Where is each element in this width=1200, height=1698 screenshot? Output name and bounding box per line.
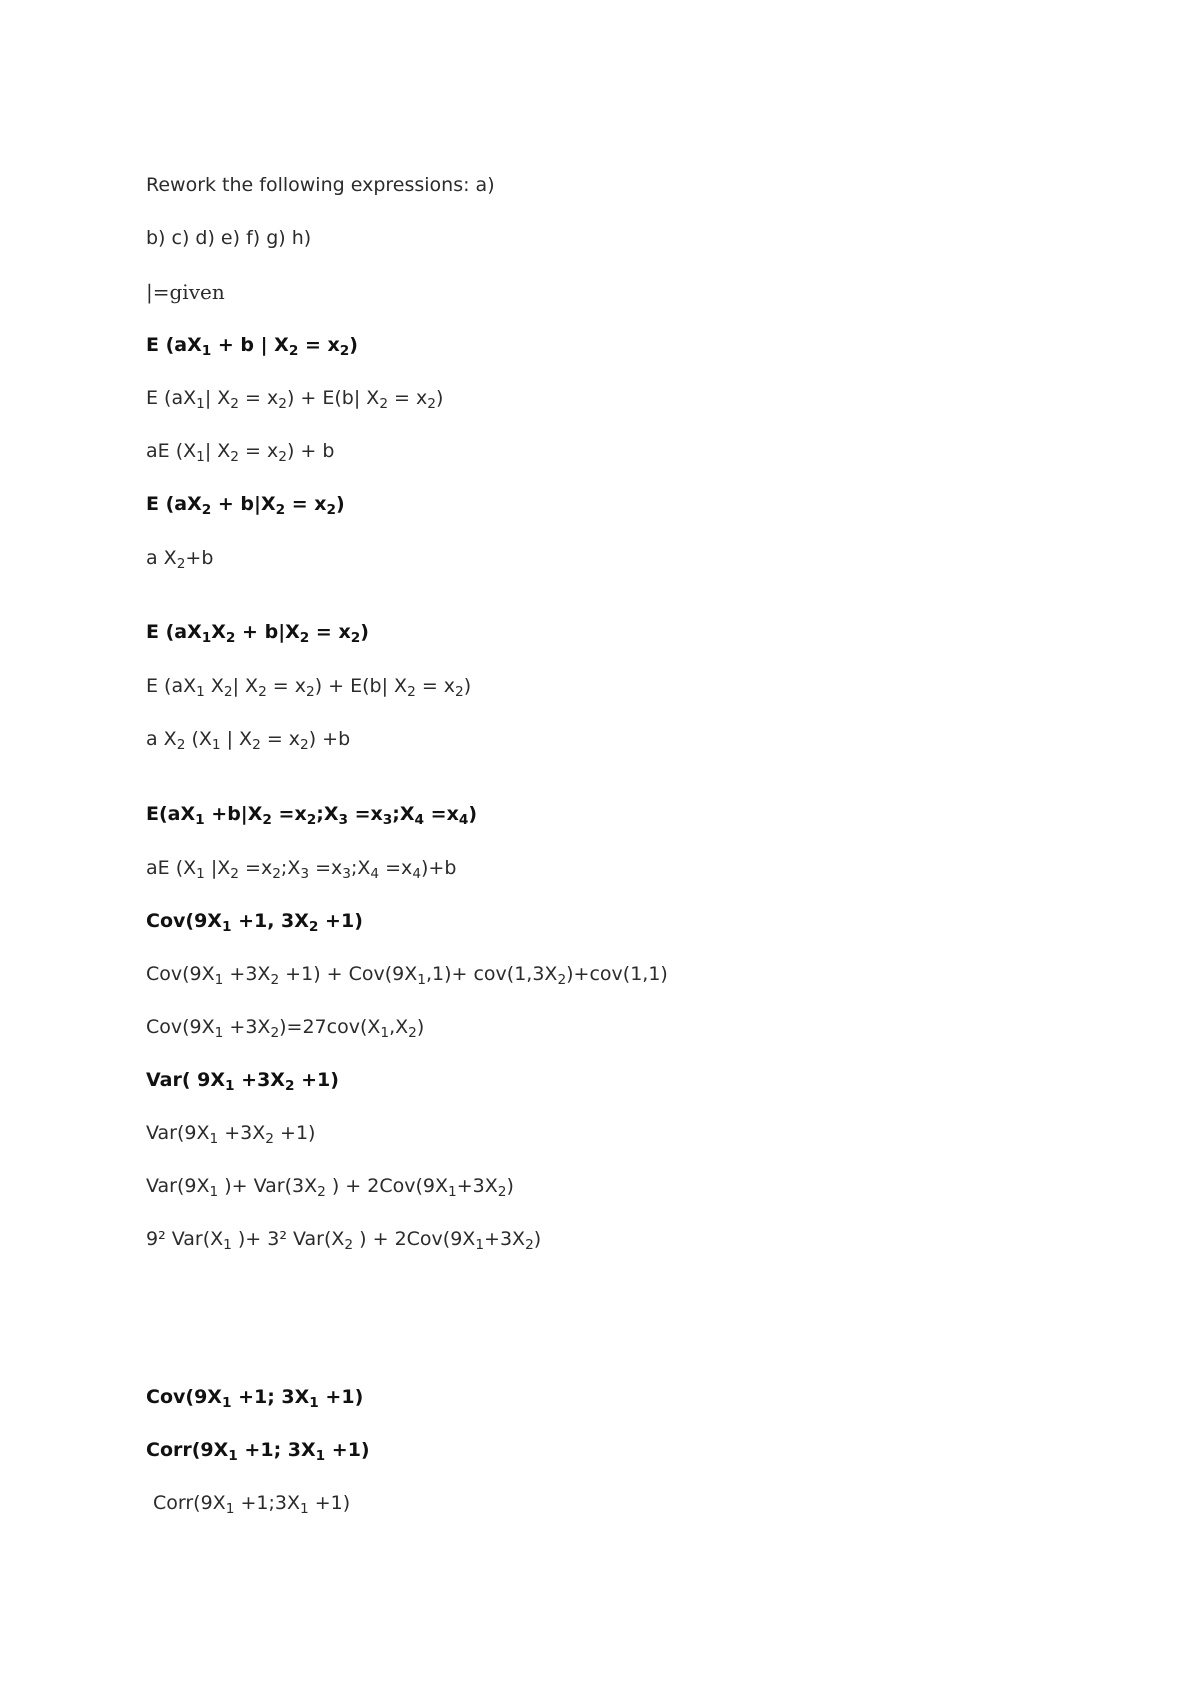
expression-b-step-1	[146, 546, 213, 570]
expression-f-heading	[146, 1068, 339, 1092]
expression-g-heading	[146, 1385, 363, 1409]
expression-c-step-1	[146, 674, 471, 698]
expression-e-step-1-text: $Cov(9X_1 +3X_2 +1) + Cov(9X_1,1)+ cov(1,3X_2)+cov(1,1)$	[146, 963, 668, 988]
expression-h-heading	[146, 1438, 370, 1462]
expression-a-step-2-text: aE ($X_1|$ $X_2 = x_2) + b$	[146, 440, 335, 465]
expression-a-text: E ($aX_1 + b$ | $X_2 = x_2$)	[146, 334, 358, 359]
expression-c-step-2	[146, 727, 350, 751]
expression-f-step-3	[146, 1227, 541, 1251]
expression-c-text: E $(aX_1X_2 + b|X_2 = x_2)$	[146, 621, 369, 646]
given-text: |=given	[146, 280, 225, 304]
expression-g-text: $Cov(9X_1 +1$; $3X_1 +1$)	[146, 1386, 364, 1411]
expression-c-step-2-text: a $X_2$ ($X_1$ | $X_2 = x_2) +b$	[146, 728, 351, 753]
expression-e-step-2-text: $Cov(9X_1 +3X_2)=27cov(X_1,X_2)$	[146, 1016, 425, 1041]
expression-b-text: E $(aX_2 + b|X_2 = x_2)$	[146, 493, 345, 518]
expression-d-text: $E(aX_1 +b|X_2$ $=x_2;X_3$ $=x_3;X_4 =x_4$)	[146, 803, 478, 828]
expression-f-step-1-text: $Var(9X_1 +3X_2 +1)$	[146, 1122, 316, 1147]
expression-a-step-1-text: E ($aX_1|$ $X_2 = x_2) + E(b|$ $X_2 = x_2$)	[146, 387, 444, 412]
expression-d-step-1-text: aE ($X_1$ $|X_2$ $=x_2;X_3$ $=x_3;X_4 =x_4)+b$	[146, 857, 457, 882]
expression-d-step-1	[146, 856, 456, 880]
expression-b-step-1-text: a $X_2+b$	[146, 547, 214, 572]
expression-h-step-1-text: $Corr(9X_1$ $+1;3X_1 +1$)	[153, 1492, 351, 1517]
parts-line	[146, 226, 311, 250]
expression-f-step-2-text: $Var(9X_1$ )+ $Var(3X_2$ ) + $2Cov(9X_1+3X_2)$	[146, 1175, 514, 1200]
expression-e-text: $Cov(9X_1 +1$, $3X_2 +1$)	[146, 910, 363, 935]
intro-text: Rework the following expressions: a)	[146, 174, 495, 196]
expression-f-step-2	[146, 1174, 514, 1198]
expression-a-heading	[146, 333, 358, 357]
expression-a-step-2	[146, 439, 334, 463]
expression-e-heading	[146, 909, 363, 933]
expression-d-heading	[146, 802, 477, 826]
expression-f-step-3-text: 9² $Var(X_1$ )+ 3² $Var(X_2$ ) + $2Cov(9X_1+3X_2)$	[146, 1228, 542, 1253]
parts-text: b) c) d) e) f) g) h)	[146, 227, 312, 249]
expression-h-step-1	[153, 1491, 350, 1515]
expression-c-step-1-text: E ($aX_1$ $X_2|$ $X_2 = x_2) + E(b|$ $X_2 = x_2$)	[146, 675, 472, 700]
expression-a-step-1	[146, 386, 443, 410]
expression-c-heading	[146, 620, 369, 644]
intro-line	[146, 173, 495, 197]
expression-e-step-1	[146, 962, 668, 986]
expression-h-text: $Corr(9X_1 +1$; $3X_1 +1$)	[146, 1439, 370, 1464]
expression-f-text: Var( $9X_1 +3X_2 +1$)	[146, 1069, 339, 1094]
expression-e-step-2	[146, 1015, 424, 1039]
expression-b-heading	[146, 492, 345, 516]
given-line	[146, 280, 225, 304]
expression-f-step-1	[146, 1121, 315, 1145]
